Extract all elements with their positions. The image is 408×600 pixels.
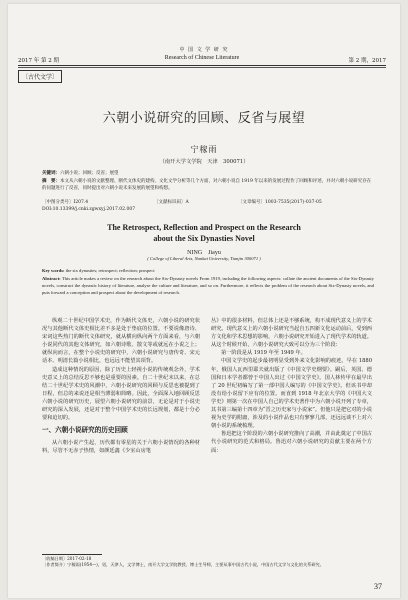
page-number: 37: [374, 582, 382, 591]
keywords-zh-label: 关键词：: [42, 171, 60, 176]
header-journal-en: Research of Chinese Literature: [164, 55, 240, 61]
journal-page: [8, 4, 400, 598]
running-header: [18, 54, 386, 64]
header-rule-thin: [18, 67, 386, 68]
keywords-zh-text: 六朝小说；回顾；反省；展望: [60, 171, 119, 176]
article-number: 〔文章编号〕1003-7535(2017)-037-05: [238, 200, 322, 205]
header-issue-zh: 2017 年 第 2 期: [18, 58, 59, 64]
footnote-rule: [42, 554, 102, 555]
body-column-right: [211, 317, 372, 455]
abstract-en: [42, 276, 374, 296]
body-paragraph: 纵观二十世纪中国学术史，作为断代文体史，六朝小说的研究状况与其他断代文体史相比差不多是处于垫底的位置。不要说像唐诗、宋词这些热门的断代文体研究，就从横向纵向两个方面来看，与六朝小说同代的其他文体研究，如六朝诗歌、散文等或就远在小说之上；就纵向而言，在整个小说史的研究中，六朝小说研究与唐传奇、宋元话本、明清长篇小说相比，也远远不能望其项背。: [42, 318, 200, 365]
footnote: [42, 556, 376, 568]
keywords-en-text: the six dynasties; retrospect; reflection; prospect: [65, 268, 155, 273]
keywords-en-label: Key words:: [42, 268, 65, 273]
author-bio: 〔作者简介〕宁稼雨(1954—)，男，天津人，文学博士，南开大学文学院教授、博士生导师，主要从事中国古代小说，中国古代文学与文化的关系研究。: [42, 562, 324, 568]
author-name-en: NING Jiayu: [187, 250, 221, 256]
body-paragraph: 鲁迅把这个阶段的六朝小说研究推向了高潮，并由此奠定了中国古代小说研究的范式和格局。鲁迅对六朝小说研究的贡献主要在两个方面：: [211, 431, 372, 454]
section-heading: 一、六朝小说研究的历史回顾: [42, 426, 128, 435]
section-tag: 〔古代文学〕: [18, 70, 62, 83]
article-title-zh: 六朝小说研究的回顾、反省与展望: [102, 111, 306, 126]
keywords-en: [42, 268, 374, 273]
body-column-left: [42, 317, 200, 456]
journal-title-zh: 中 国 文 学 研 究: [179, 47, 229, 53]
abstract-en-text: This article makes a review on the research about the Six-Dynasty novels From 1919, including the following aspects: collate the ancient documents of the Six-Dynasty novels, construct the dynastic history of literature, analyse the culture and literature, and so on. Furthermore, it reflects the problem of the research about Six-Dynasty novels, and puts forward a conception and prospect about the development of research.: [42, 276, 374, 295]
abstract-en-label: Abstract:: [42, 276, 61, 281]
abstract-zh-label: 摘 要：: [42, 179, 60, 184]
body-paragraph: 丛》中的很多材料，但总体上还是不够系统，构不成现代意义上的学术研究。现代意义上的六朝小说研究当起自五四新文化运动前后，受到西方文化和学术思想的影响，六朝小说研究开始进入了现代学术的轨道。从这个时候开始，六朝小说研究大致可以分为三个阶段：: [211, 318, 372, 349]
keywords-zh: [42, 170, 374, 177]
title-en-line1: The Retrospect, Reflection and Prospect on the Research: [107, 223, 301, 232]
body-paragraph: 造成这种情况的原因，除了历史上轻视小说的传统观念外，学术史意义上的总结反思不够也是重要的因素。自二十世纪末以来，在总结二十世纪学术史的风潮中，六朝小说研究的回顾与反思也被提到了日程，但总的来说还是相当薄弱和简略。因此，全面深入地回顾反思六朝小说的研究历史，展望六朝小说研究的前景，无论是对于小说史研究的深入发展，还是对于整个中国学术史的长远规划，都是十分必要和迫切的。: [42, 366, 200, 422]
clc-number: 〔中图分类号〕I207.4: [42, 200, 89, 205]
document-code: 〔文献标识码〕A: [154, 200, 189, 205]
body-paragraph: 从六朝小说产生起，历代都有零星的关于六朝小说情况的各种材料，尽管不无赤子热情，如颜廷鑫《少室山房笔: [42, 440, 200, 455]
body-paragraph: 中国文学史的起步最初明显受到外来文化影响的痕迹。早在 1880 年，俄国人瓦西里耶夫就出版了《中国文学史纲要》。嗣后，英国、德国和日本学者都曾于中国人出过《中国文学史》。国人林传甲在最早出了 20 世纪初编写了第一部中国人编写的《中国文学史》。但该书中却没有给小说留下应有的位置。而直到 1918 年北京大学的《中国大文学史》则第一次在中国人自己的学术史著作中为六朝小说开列了专章，其书第三编第十四章为“晋之历史家与小说家”。但他只是把它对的小说视为史学的附庸，涉及的小说作品也只有寥寥几部，还远远谈不上对六朝小说的系统梳理。: [211, 358, 372, 430]
abstract-zh: [42, 178, 374, 192]
header-issue-num: 第 2 期，2017: [348, 58, 386, 64]
classification-row: [42, 199, 374, 206]
author-name-zh: 宁稼雨: [190, 145, 218, 154]
header-rule: [18, 65, 386, 66]
received-date: 〔收稿日期〕2017-02-18: [42, 556, 92, 561]
abstract-zh-text: 本文从六朝小说的文献整理、断代文体史的建构、文化文学分析等几个方面，对六朝小说自 1919 年以来的发展过程作了回顾和评述，并对六朝小说研究存在的问题进行了反省，同时提出对六朝小说未来发展的展望和构想。: [42, 179, 372, 191]
affiliation-zh: （南开大学文学院 天津 300071）: [159, 159, 249, 165]
body-paragraph: 第一阶段是从 1919 年至 1949 年。: [221, 350, 306, 357]
article-title-en: [8, 222, 400, 244]
affiliation-en: ( College of Liberal Arts, Nankai University, Tianjin 300071 ): [147, 256, 261, 261]
title-en-line2: about the Six Dynasties Novel: [153, 234, 255, 243]
doi: DOI:10.13399/j.cnki.zgwxyj.2017.02.007: [42, 207, 136, 212]
